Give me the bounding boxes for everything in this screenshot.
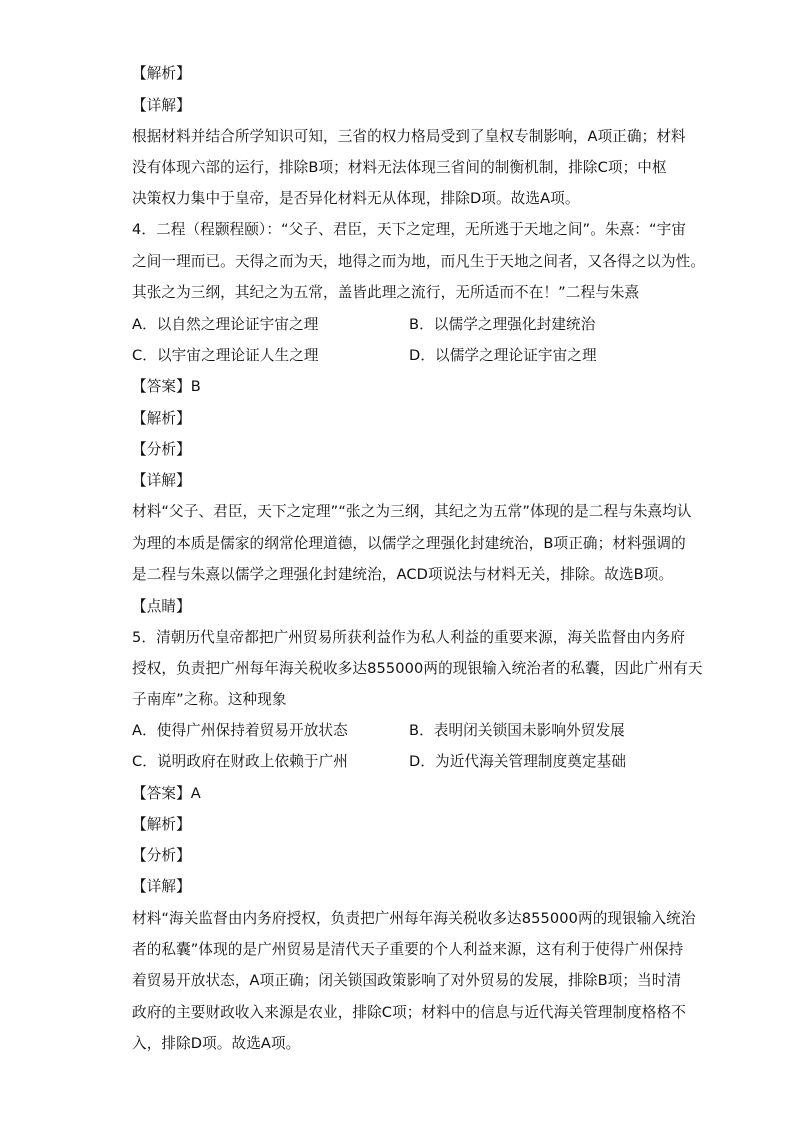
explanation-line: 根据材料并结合所学知识可知，三省的权力格局受到了皇权专制影响，A项正确；材料 [132, 128, 686, 145]
option-c: C．以宇宙之理论证人生之理 [132, 347, 319, 364]
section-fenxi-label: 【分析】 [132, 847, 191, 864]
question-stem-line: 4．二程（程颢程颐）：“父子、君臣，天下之定理，无所逃于天地之间”。朱熹：“宇宙 [132, 221, 687, 238]
answer-label: 【答案】A [132, 785, 201, 802]
question-stem-line: 授权，负责把广州每年海关税收多达855000两的现银输入统治者的私囊，因此广州有天 [132, 660, 703, 677]
section-detail-label: 【详解】 [132, 878, 191, 895]
explanation-line: 是二程与朱熹以儒学之理强化封建统治，ACD项说法与材料无关，排除。故选B项。 [132, 566, 674, 583]
question-stem-line: 5．清朝历代皇帝都把广州贸易所获利益作为私人利益的重要来源，海关监督由内务府 [132, 629, 686, 646]
section-fenxi-label: 【分析】 [132, 441, 191, 458]
question-stem-line: 之间一理而已。天得之而为天，地得之而为地，而凡生于天地之间者，又各得之以为性。 [132, 253, 706, 270]
explanation-line: 为理的本质是儒家的纲常伦理道德，以儒学之理强化封建统治，B项正确；材料强调的 [132, 535, 686, 552]
explanation-line: 没有体现六部的运行，排除B项；材料无法体现三省间的制衡机制，排除C项；中枢 [132, 159, 667, 176]
section-analysis-label: 【解析】 [132, 65, 191, 82]
explanation-line: 政府的主要财政收入来源是农业，排除C项；材料中的信息与近代海关管理制度格格不 [132, 1004, 686, 1021]
section-detail-label: 【详解】 [132, 472, 191, 489]
section-analysis-label: 【解析】 [132, 410, 191, 427]
explanation-line: 入，排除D项。故选A项。 [132, 1035, 301, 1052]
answer-label: 【答案】B [132, 378, 201, 395]
section-analysis-label: 【解析】 [132, 816, 191, 833]
section-detail-label: 【详解】 [132, 97, 191, 114]
option-b: B．表明闭关锁国未影响外贸发展 [409, 722, 625, 739]
option-d: D．以儒学之理论证宇宙之理 [409, 347, 597, 364]
explanation-line: 材料“父子、君臣，天下之定理”“张之为三纲，其纪之为五常”体现的是二程与朱熹均认 [132, 503, 692, 520]
option-c: C．说明政府在财政上依赖于广州 [132, 753, 349, 770]
explanation-line: 材料“海关监督由内务府授权，负责把广州每年海关税收多达855000两的现银输入统治 [132, 910, 696, 927]
explanation-line: 着贸易开放状态，A项正确；闭关锁国政策影响了对外贸易的发展，排除B项；当时清 [132, 972, 682, 989]
option-a: A．以自然之理论证宇宙之理 [132, 316, 319, 333]
question-stem-line: 其张之为三纲，其纪之为五常，盖皆此理之流行，无所适而不在！”二程与朱熹 [132, 284, 640, 301]
explanation-line: 决策权力集中于皇帝，是否异化材料无从体现，排除D项。故选A项。 [132, 190, 580, 207]
explanation-line: 者的私囊”体现的是广州贸易是清代天子重要的个人利益来源，这有利于使得广州保持 [132, 941, 684, 958]
section-tip-label: 【点睛】 [132, 598, 191, 615]
option-d: D．为近代海关管理制度奠定基础 [409, 753, 627, 770]
option-b: B．以儒学之理强化封建统治 [409, 316, 596, 333]
option-a: A．使得广州保持着贸易开放状态 [132, 722, 348, 739]
question-stem-line: 子南库”之称。这种现象 [132, 691, 287, 708]
